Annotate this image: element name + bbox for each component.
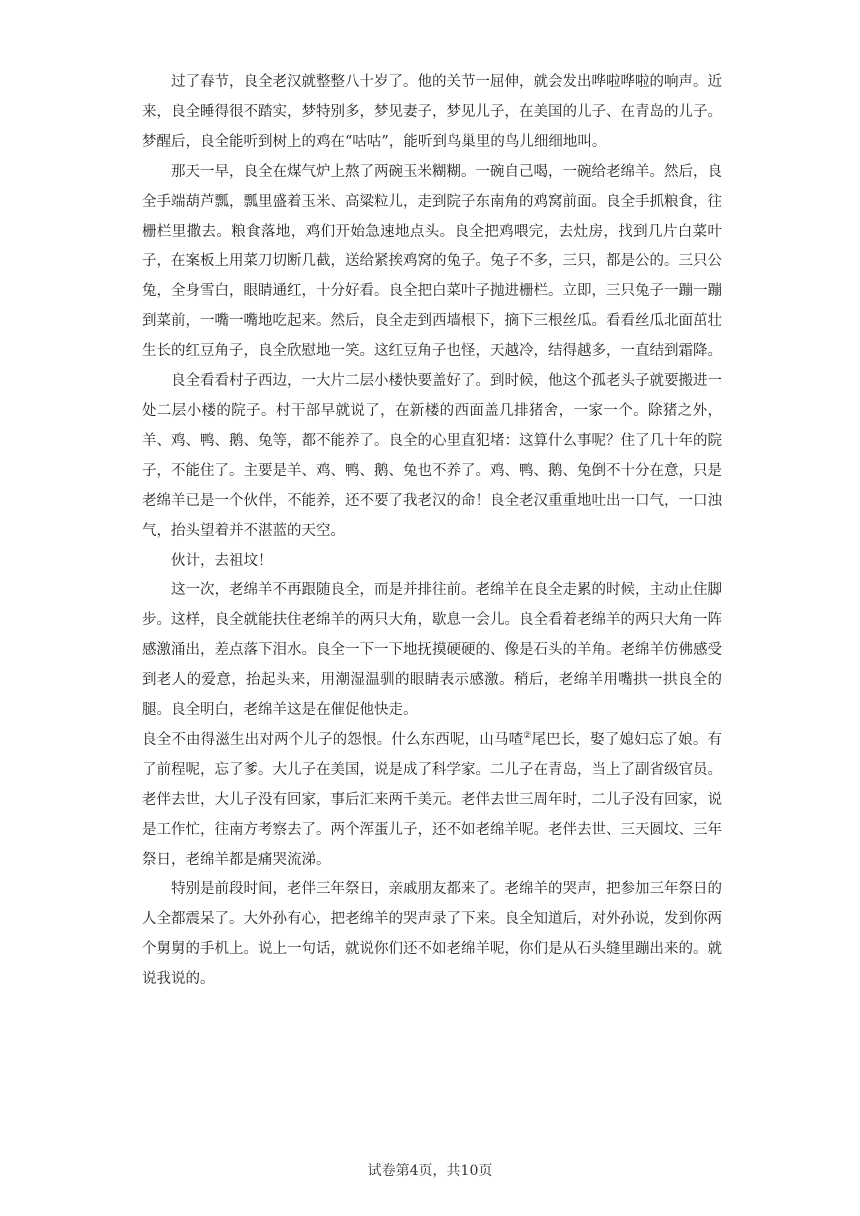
- page-footer: 试卷第4页，共10页: [367, 1163, 493, 1179]
- paragraph-7: 特别是前段时间，老伴三年祭日，亲戚朋友都来了。老绵羊的哭声，把参加三年祭日的人全都震呆了。大外孙有心，把老绵羊的哭声录了下来。良全知道后，对外孙说，发到你两个舅舅的手机上。说上一句话，就说你们还不如老绵羊呢，你们是从石头缝里蹦出来的。就说我说的。: [142, 881, 722, 988]
- paragraph-6: [142, 726, 722, 876]
- paragraph-6-text-after: 尾巴长，娶了媳妇忘了娘。有了前程呢，忘了爹。大儿子在美国，说是成了科学家。二儿子在青岛，当上了副省级官员。老伴去世，大儿子没有回家，事后汇来两千美元。老伴去世三周年时，二儿子没有回家，说是工作忙，往南方考察去了。两个浑蛋儿子，还不如老绵羊呢。老伴去世、三天圆坟、三年祭日，老绵羊都是痛哭流涕。: [142, 731, 722, 868]
- paragraph-2: 那天一早，良全在煤气炉上熬了两碗玉米糊糊。一碗自己喝，一碗给老绵羊。然后，良全手端葫芦瓢，瓢里盛着玉米、高粱粒儿，走到院子东南角的鸡窝前面。良全手抓粮食，往栅栏里撒去。粮食落地，鸡们开始急速地点头。良全把鸡喂完，去灶房，找到几片白菜叶子，在案板上用菜刀切断几截，送给紧挨鸡窝的兔子。兔子不多，三只，都是公的。三只公兔，全身雪白，眼睛通红，十分好看。良全把白菜叶子抛进栅栏。立即，三只兔子一蹦一蹦到菜前，一嘴一嘴地吃起来。然后，良全走到西墙根下，摘下三根丝瓜。看看丝瓜北面茁壮生长的红豆角子，良全欣慰地一笑。这红豆角子也怪，天越冷，结得越多，一直结到霜降。: [142, 163, 722, 360]
- paragraph-5: 这一次，老绵羊不再跟随良全，而是并排往前。老绵羊在良全走累的时候，主动止住脚步。这样，良全就能扶住老绵羊的两只大角，歇息一会儿。良全看着老绵羊的两只大角一阵感激涌出，差点落下泪水。良全一下一下地抚摸硬硬的、像是石头的羊角。老绵羊仿佛感受到老人的爱意，抬起头来，用潮湿温驯的眼睛表示感激。稍后，老绵羊用嘴拱一拱良全的腿。良全明白，老绵羊这是在催促他快走。: [142, 582, 722, 719]
- paragraph-6-text-before: 良全不由得滋生出对两个儿子的怨恨。什么东西呢，山马喳: [142, 731, 524, 748]
- footnote-marker: ②: [523, 731, 532, 742]
- article-body: [142, 68, 722, 995]
- paragraph-3: 良全看看村子西边，一大片二层小楼快要盖好了。到时候，他这个孤老头子就要搬进一处二层小楼的院子。村干部早就说了，在新楼的西面盖几排猪舍，一家一个。除猪之外，羊、鸡、鸭、鹅、兔等，都不能养了。良全的心里直犯堵：这算什么事呢？住了几十年的院子，不能住了。主要是羊、鸡、鸭、鹅、兔也不养了。鸡、鸭、鹅、兔倒不十分在意，只是老绵羊已是一个伙伴，不能养，还不要了我老汉的命！良全老汉重重地吐出一口气，一口浊气，抬头望着并不湛蓝的天空。: [142, 373, 722, 539]
- paragraph-1: 过了春节，良全老汉就整整八十岁了。他的关节一屈伸，就会发出哗啦哗啦的响声。近来，良全睡得很不踏实，梦特别多，梦见妻子，梦见儿子，在美国的儿子、在青岛的儿子。梦醒后，良全能听到树上的鸡在“咕咕”，能听到鸟巢里的鸟儿细细地叫。: [142, 74, 722, 150]
- paragraph-4: 伙计，去祖坟！: [171, 552, 273, 569]
